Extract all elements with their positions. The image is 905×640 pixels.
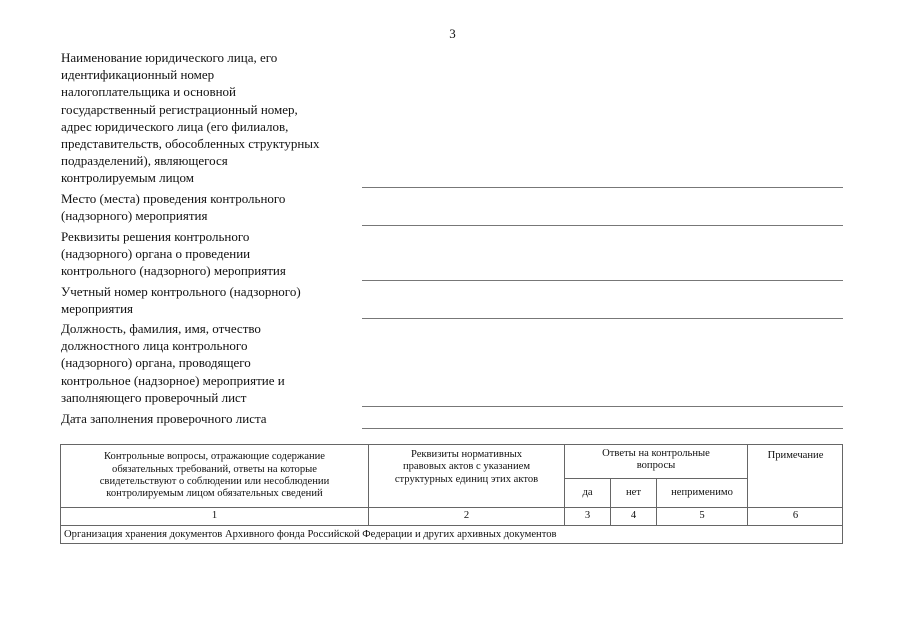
field-line-decision-requisites[interactable] — [362, 280, 843, 281]
field-label-fill-date: Дата заполнения проверочного листа — [61, 411, 267, 426]
field-line-legal-entity[interactable] — [362, 187, 843, 188]
field-label-legal-entity: Наименование юридического лица, его идентификационный номер налогоплательщика и основной государственный регистрационный номер, адрес юридического лица (его филиалов, представительств, обособленных структурных подразделений), являющегося контролируемым лицом — [61, 50, 320, 186]
field-label-venue: Место (места) проведения контрольного (надзорного) мероприятия — [61, 191, 286, 224]
header-answer-no: нет — [610, 478, 656, 507]
field-label-decision-requisites: Реквизиты решения контрольного (надзорного) органа о проведении контрольного (надзорного) мероприятия — [61, 229, 286, 279]
field-label-registration-number: Учетный номер контрольного (надзорного) мероприятия — [61, 284, 301, 317]
page-number: 3 — [449, 26, 456, 41]
header-answers: Ответы на контрольные вопросы — [564, 444, 747, 478]
field-line-registration-number[interactable] — [362, 318, 843, 319]
column-number-cell: 5 — [656, 507, 747, 525]
field-line-fill-date[interactable] — [362, 428, 843, 429]
field-line-official[interactable] — [362, 406, 843, 407]
column-number-cell: 2 — [368, 507, 564, 525]
column-number-cell: 1 — [60, 507, 368, 525]
field-label-official: Должность, фамилия, имя, отчество должностного лица контрольного (надзорного) органа, проводящего контрольное (надзорное) мероприятие и заполняющего проверочный лист — [61, 321, 285, 405]
header-requisites: Реквизиты нормативных правовых актов с указанием структурных единиц этих актов — [368, 444, 564, 507]
header-answer-yes: да — [564, 478, 610, 507]
header-note: Примечание — [747, 444, 843, 507]
column-number-cell: 6 — [747, 507, 843, 525]
header-control-questions: Контрольные вопросы, отражающие содержание обязательных требований, ответы на которые свидетельствуют о соблюдении или несоблюдении контролируемым лицом обязательных сведений — [60, 444, 368, 507]
header-answer-not-applicable: неприменимо — [656, 478, 747, 507]
column-number-cell: 3 — [564, 507, 610, 525]
field-line-venue[interactable] — [362, 225, 843, 226]
table-section-row: Организация хранения документов Архивного фонда Российской Федерации и других архивных документов — [60, 525, 843, 544]
column-number-cell: 4 — [610, 507, 656, 525]
